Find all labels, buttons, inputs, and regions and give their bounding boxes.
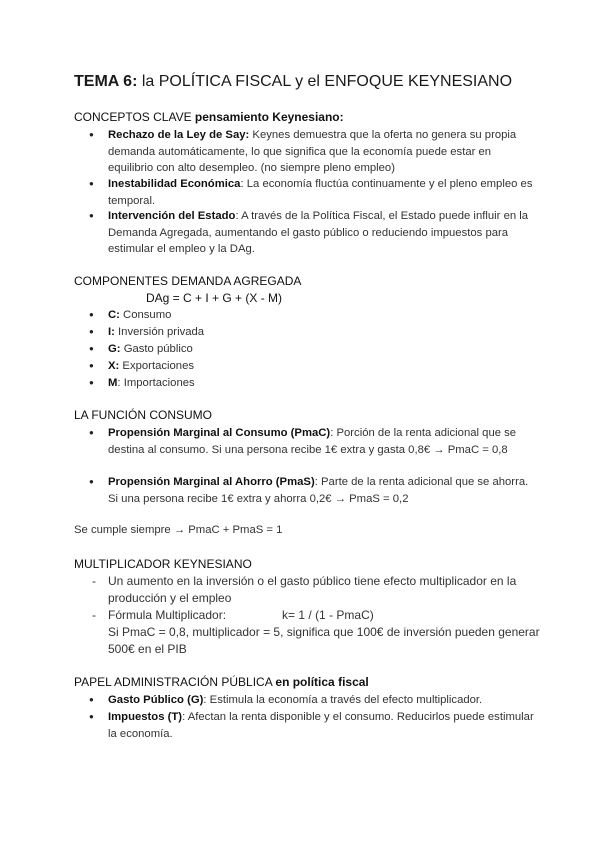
list-item: ● Propensión Marginal al Consumo (PmaC): Porción de la renta adicional que se destina al consumo. Si una persona recibe 1€ extra y gasta 0,8€ → PmaC = 0,8 (108, 425, 538, 458)
dag-formula: DAg = C + I + G + (X - M) (146, 291, 283, 305)
list-item: ● C: Consumo (108, 307, 538, 324)
list-item: ● Inestabilidad Económica: La economía fluctúa continuamente y el pleno empleo es temporal. (108, 176, 538, 209)
list-item: ● Rechazo de la Ley de Say: Keynes demuestra que la oferta no genera su propia demanda automáticamente, lo que significa que la economía puede estar en equilibrio con alto desempleo. (no siempre pleno empleo) (108, 127, 538, 177)
list-item: ● G: Gasto público (108, 341, 538, 358)
section-heading-consumo: LA FUNCIÓN CONSUMO (74, 408, 213, 422)
section-heading-conceptos: CONCEPTOS CLAVE pensamiento Keynesiano: (74, 110, 344, 124)
formula-line: - Fórmula Multiplicador: k= 1 / (1 - PmaC) (108, 608, 374, 622)
list-item: ● Gasto Público (G): Estimula la economía a través del efecto multiplicador. (108, 692, 538, 709)
list-item: ● X: Exportaciones (108, 358, 538, 375)
section-heading-multiplicador: MULTIPLICADOR KEYNESIANO (74, 557, 252, 571)
cumple-line: Se cumple siempre → PmaC + PmaS = 1 (74, 524, 283, 536)
multiplier-example: Si PmaC = 0,8, multiplicador = 5, significa que 100€ de inversión pueden generar 500€ en el PIB (108, 625, 540, 656)
list-item: - Un aumento en la inversión o el gasto público tiene efecto multiplicador en la producción y el empleo (108, 573, 548, 607)
list-item: ● Propensión Marginal al Ahorro (PmaS): Parte de la renta adicional que se ahorra. Si una persona recibe 1€ extra y ahorra 0,2€ → PmaS = 0,2 (108, 474, 538, 507)
list-item: ● M: Importaciones (108, 375, 538, 392)
list-item: ● Impuestos (T): Afectan la renta disponible y el consumo. Reducirlos puede estimular la economía. (108, 709, 538, 742)
title-bold: TEMA 6: (74, 73, 138, 90)
section-heading-componentes: COMPONENTES DEMANDA AGREGADA (74, 274, 302, 288)
list-item: ● I: Inversión privada (108, 324, 538, 341)
title-rest: la POLÍTICA FISCAL y el ENFOQUE KEYNESIANO (137, 73, 513, 90)
list-item: ● Intervención del Estado: A través de la Política Fiscal, el Estado puede influir en la Demanda Agregada, aumentando el gasto público o reduciendo impuestos para estimular el empleo y la DAg. (108, 208, 538, 258)
page-title (74, 73, 512, 91)
section-heading-papel: PAPEL ADMINISTRACIÓN PÚBLICA en política fiscal (74, 675, 369, 689)
list-item (108, 607, 548, 658)
